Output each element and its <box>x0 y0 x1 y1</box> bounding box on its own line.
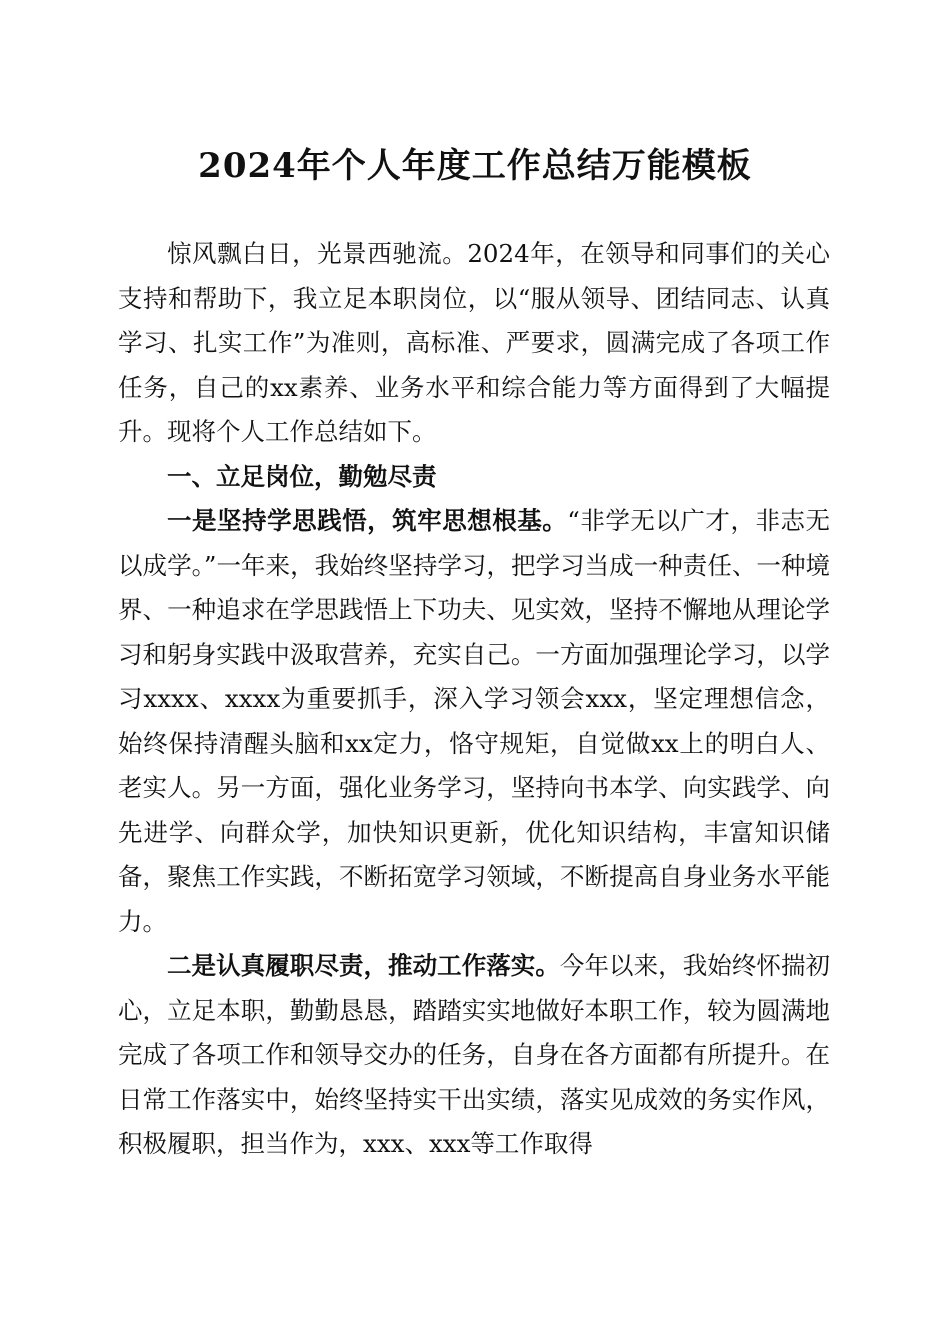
document-title: 2024年个人年度工作总结万能模板 <box>198 146 752 186</box>
point-one-body: “非学无以广才，非志无以成学。”一年来，我始终坚持学习，把学习当成一种责任、一种境界、一种追求在学思践悟上下功夫、见实效，坚持不懈地从理论学习和躬身实践中汲取营养，充实自己。一方面加强理论学习，以学习xxxx、xxxx为重要抓手，深入学习领会xxx，坚定理想信念，始终保持清醒头脑和xx定力，恪守规矩，自觉做xx上的明白人、老实人。另一方面，强化业务学习，坚持向书本学、向实践学、向先进学、向群众学，加快知识更新，优化知识结构，丰富知识储备，聚焦工作实践，不断拓宽学习领域，不断提高自身业务水平能力。 <box>118 506 831 936</box>
section-heading: 一、立足岗位，勤勉尽责 <box>167 461 437 491</box>
point-one-paragraph <box>118 499 830 944</box>
point-one-lead: 一是坚持学思践悟，筑牢思想根基。 <box>167 506 568 535</box>
point-two-body: 今年以来，我始终怀揣初心，立足本职，勤勤恳恳，踏踏实实地做好本职工作，较为圆满地完成了各项工作和领导交办的任务，自身在各方面都有所提升。在日常工作落实中，始终坚持实干出实绩，落实见成效的务实作风，积极履职，担当作为，xxx、xxx等工作取得 <box>118 951 830 1158</box>
document-body <box>118 232 830 1167</box>
point-two-paragraph <box>118 944 830 1167</box>
point-two-lead: 二是认真履职尽责，推动工作落实。 <box>167 951 560 980</box>
intro-paragraph: 惊风飘白日，光景西驰流。2024年，在领导和同事们的关心支持和帮助下，我立足本职岗位，以“服从领导、团结同志、认真学习、扎实工作”为准则，高标准、严要求，圆满完成了各项工作任务，自己的xx素养、业务水平和综合能力等方面得到了大幅提升。现将个人工作总结如下。 <box>118 239 830 446</box>
